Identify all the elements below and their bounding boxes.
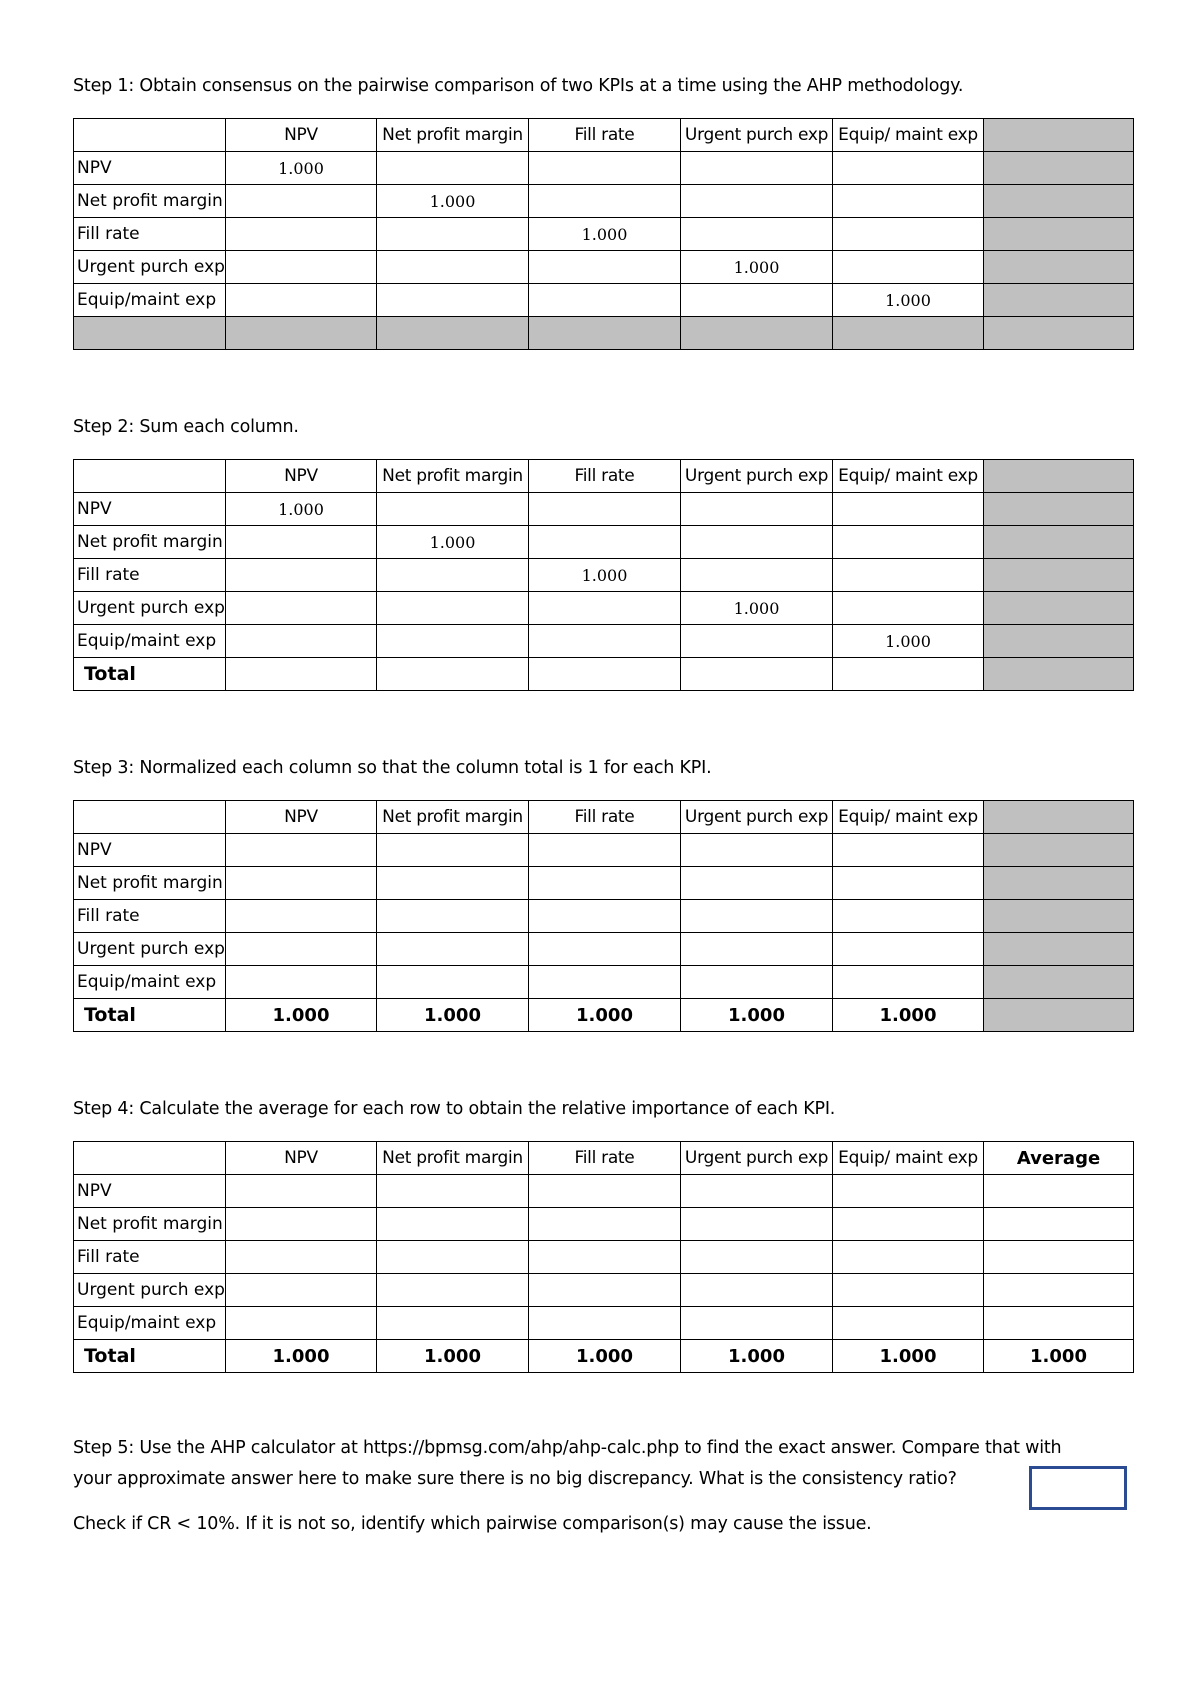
shaded-row [74, 317, 1134, 350]
input-cell[interactable] [529, 526, 681, 559]
input-cell[interactable] [833, 592, 984, 625]
input-cell[interactable] [681, 493, 833, 526]
diagonal-cell: 1.000 [377, 526, 529, 559]
input-cell[interactable] [226, 834, 377, 867]
input-cell[interactable] [529, 592, 681, 625]
consistency-ratio-input[interactable] [1029, 1466, 1127, 1510]
input-cell[interactable] [529, 1241, 681, 1274]
col-header: Urgent purch exp [681, 1142, 833, 1175]
average-cell[interactable] [984, 1175, 1134, 1208]
shaded-cell [984, 119, 1134, 152]
row-label: Urgent purch exp [74, 1274, 226, 1307]
row-label: Net profit margin [74, 1208, 226, 1241]
input-cell[interactable] [377, 658, 529, 691]
step5-text-line1: Step 5: Use the AHP calculator at https://bpmsg.com/ahp/ahp-calc.php to find the exact answer. Compare that with [73, 1438, 1062, 1458]
row-label: Equip/maint exp [74, 1307, 226, 1340]
col-header: NPV [226, 801, 377, 834]
input-cell[interactable] [681, 966, 833, 999]
input-cell[interactable] [681, 1241, 833, 1274]
table-row [74, 933, 1134, 966]
shaded-cell [984, 867, 1134, 900]
average-cell[interactable] [984, 1208, 1134, 1241]
input-cell[interactable] [529, 900, 681, 933]
input-cell[interactable] [377, 933, 529, 966]
input-cell[interactable] [529, 152, 681, 185]
table-row [74, 185, 1134, 218]
input-cell[interactable] [377, 1175, 529, 1208]
input-cell[interactable] [833, 152, 984, 185]
input-cell[interactable] [226, 251, 377, 284]
input-cell[interactable] [377, 592, 529, 625]
diagonal-cell: 1.000 [681, 592, 833, 625]
input-cell[interactable] [681, 867, 833, 900]
total-value: 1.000 [681, 1340, 833, 1373]
step1-table [73, 118, 1134, 350]
input-cell[interactable] [833, 1208, 984, 1241]
step1-text: Step 1: Obtain consensus on the pairwise comparison of two KPIs at a time using the AHP methodology. [73, 76, 964, 96]
input-cell[interactable] [226, 1307, 377, 1340]
corner-cell [74, 801, 226, 834]
col-header: Equip/ maint exp [833, 1142, 984, 1175]
table-row [74, 900, 1134, 933]
total-label: Total [74, 658, 226, 691]
shaded-cell [984, 251, 1134, 284]
col-header: NPV [226, 460, 377, 493]
table-row [74, 625, 1134, 658]
shaded-cell [984, 317, 1134, 350]
shaded-cell [984, 284, 1134, 317]
row-label: NPV [74, 152, 226, 185]
total-value: 1.000 [377, 999, 529, 1032]
row-label: Fill rate [74, 1241, 226, 1274]
shaded-cell [74, 317, 226, 350]
total-row [74, 1340, 1134, 1373]
input-cell[interactable] [529, 867, 681, 900]
input-cell[interactable] [377, 834, 529, 867]
corner-cell [74, 1142, 226, 1175]
input-cell[interactable] [681, 1208, 833, 1241]
input-cell[interactable] [833, 526, 984, 559]
col-header: Urgent purch exp [681, 460, 833, 493]
input-cell[interactable] [681, 1307, 833, 1340]
shaded-cell [984, 966, 1134, 999]
diagonal-cell: 1.000 [833, 625, 984, 658]
shaded-cell [984, 834, 1134, 867]
step2-table [73, 459, 1134, 691]
input-cell[interactable] [833, 1307, 984, 1340]
input-cell[interactable] [529, 493, 681, 526]
total-label: Total [74, 999, 226, 1032]
average-cell[interactable] [984, 1241, 1134, 1274]
col-header: Equip/ maint exp [833, 460, 984, 493]
input-cell[interactable] [833, 658, 984, 691]
shaded-cell [984, 658, 1134, 691]
input-cell[interactable] [833, 218, 984, 251]
col-header: Net profit margin [377, 460, 529, 493]
input-cell[interactable] [529, 251, 681, 284]
col-header: Urgent purch exp [681, 119, 833, 152]
diagonal-cell: 1.000 [529, 559, 681, 592]
input-cell[interactable] [377, 284, 529, 317]
table-row [74, 1208, 1134, 1241]
input-cell[interactable] [377, 152, 529, 185]
step5-text-line3: Check if CR < 10%. If it is not so, identify which pairwise comparison(s) may cause the issue. [73, 1514, 872, 1534]
input-cell[interactable] [529, 1274, 681, 1307]
input-cell[interactable] [226, 592, 377, 625]
shaded-cell [984, 592, 1134, 625]
table-row [74, 493, 1134, 526]
input-cell[interactable] [529, 625, 681, 658]
row-label: NPV [74, 1175, 226, 1208]
input-cell[interactable] [833, 900, 984, 933]
input-cell[interactable] [226, 625, 377, 658]
table-row [74, 1241, 1134, 1274]
diagonal-cell: 1.000 [377, 185, 529, 218]
total-row [74, 999, 1134, 1032]
col-header: NPV [226, 119, 377, 152]
input-cell[interactable] [833, 933, 984, 966]
total-value: 1.000 [833, 1340, 984, 1373]
table-row [74, 251, 1134, 284]
table-row [74, 218, 1134, 251]
input-cell[interactable] [377, 966, 529, 999]
input-cell[interactable] [681, 625, 833, 658]
input-cell[interactable] [681, 900, 833, 933]
input-cell[interactable] [529, 658, 681, 691]
row-label: Equip/maint exp [74, 284, 226, 317]
diagonal-cell: 1.000 [833, 284, 984, 317]
table-header-row [74, 119, 1134, 152]
row-label: Equip/maint exp [74, 625, 226, 658]
input-cell[interactable] [681, 152, 833, 185]
col-header: Fill rate [529, 460, 681, 493]
input-cell[interactable] [226, 1274, 377, 1307]
shaded-cell [984, 185, 1134, 218]
shaded-cell [833, 317, 984, 350]
total-value: 1.000 [377, 1340, 529, 1373]
table-row [74, 1175, 1134, 1208]
input-cell[interactable] [529, 1175, 681, 1208]
input-cell[interactable] [226, 900, 377, 933]
total-value: 1.000 [833, 999, 984, 1032]
table-row [74, 1307, 1134, 1340]
shaded-cell [226, 317, 377, 350]
row-label: Net profit margin [74, 185, 226, 218]
input-cell[interactable] [681, 834, 833, 867]
average-cell[interactable] [984, 1274, 1134, 1307]
input-cell[interactable] [681, 933, 833, 966]
row-label: Equip/maint exp [74, 966, 226, 999]
average-cell[interactable] [984, 1307, 1134, 1340]
input-cell[interactable] [377, 251, 529, 284]
row-label: Fill rate [74, 218, 226, 251]
table-header-row [74, 1142, 1134, 1175]
input-cell[interactable] [377, 1307, 529, 1340]
total-value: 1.000 [681, 999, 833, 1032]
shaded-cell [984, 900, 1134, 933]
table-row [74, 152, 1134, 185]
step5-text-line2: your approximate answer here to make sure there is no big discrepancy. What is the consistency ratio? [73, 1469, 957, 1489]
input-cell[interactable] [833, 834, 984, 867]
diagonal-cell: 1.000 [226, 493, 377, 526]
input-cell[interactable] [226, 526, 377, 559]
col-header: Equip/ maint exp [833, 119, 984, 152]
input-cell[interactable] [529, 966, 681, 999]
col-header: Net profit margin [377, 119, 529, 152]
col-header: Net profit margin [377, 801, 529, 834]
input-cell[interactable] [833, 251, 984, 284]
input-cell[interactable] [226, 185, 377, 218]
shaded-cell [984, 999, 1134, 1032]
step3-table [73, 800, 1134, 1032]
input-cell[interactable] [226, 1175, 377, 1208]
step3-text: Step 3: Normalized each column so that the column total is 1 for each KPI. [73, 758, 712, 778]
step4-text: Step 4: Calculate the average for each row to obtain the relative importance of each KPI. [73, 1099, 836, 1119]
table-header-row [74, 460, 1134, 493]
col-header: NPV [226, 1142, 377, 1175]
shaded-cell [984, 801, 1134, 834]
input-cell[interactable] [226, 218, 377, 251]
input-cell[interactable] [226, 658, 377, 691]
shaded-cell [529, 317, 681, 350]
step2-text: Step 2: Sum each column. [73, 417, 299, 437]
shaded-cell [984, 493, 1134, 526]
input-cell[interactable] [529, 933, 681, 966]
input-cell[interactable] [681, 559, 833, 592]
input-cell[interactable] [529, 185, 681, 218]
table-row [74, 284, 1134, 317]
input-cell[interactable] [377, 625, 529, 658]
col-header: Urgent purch exp [681, 801, 833, 834]
table-row [74, 559, 1134, 592]
row-label: Net profit margin [74, 867, 226, 900]
input-cell[interactable] [833, 493, 984, 526]
input-cell[interactable] [377, 493, 529, 526]
input-cell[interactable] [377, 867, 529, 900]
diagonal-cell: 1.000 [681, 251, 833, 284]
corner-cell [74, 460, 226, 493]
input-cell[interactable] [226, 867, 377, 900]
input-cell[interactable] [377, 1274, 529, 1307]
shaded-cell [681, 317, 833, 350]
input-cell[interactable] [833, 1175, 984, 1208]
row-label: NPV [74, 493, 226, 526]
input-cell[interactable] [377, 559, 529, 592]
shaded-cell [984, 933, 1134, 966]
input-cell[interactable] [833, 867, 984, 900]
input-cell[interactable] [681, 658, 833, 691]
shaded-cell [984, 152, 1134, 185]
total-value: 1.000 [984, 1340, 1134, 1373]
shaded-cell [984, 526, 1134, 559]
table-row [74, 834, 1134, 867]
input-cell[interactable] [529, 284, 681, 317]
col-header: Fill rate [529, 1142, 681, 1175]
diagonal-cell: 1.000 [226, 152, 377, 185]
table-row [74, 966, 1134, 999]
corner-cell [74, 119, 226, 152]
col-header: Fill rate [529, 119, 681, 152]
input-cell[interactable] [226, 966, 377, 999]
input-cell[interactable] [226, 933, 377, 966]
shaded-cell [984, 460, 1134, 493]
step4-table [73, 1141, 1134, 1373]
total-label: Total [74, 1340, 226, 1373]
input-cell[interactable] [529, 1208, 681, 1241]
total-value: 1.000 [529, 999, 681, 1032]
row-label: Urgent purch exp [74, 592, 226, 625]
input-cell[interactable] [681, 1175, 833, 1208]
input-cell[interactable] [377, 218, 529, 251]
input-cell[interactable] [226, 1208, 377, 1241]
shaded-cell [984, 218, 1134, 251]
input-cell[interactable] [529, 1307, 681, 1340]
shaded-cell [984, 625, 1134, 658]
shaded-cell [984, 559, 1134, 592]
input-cell[interactable] [226, 559, 377, 592]
row-label: NPV [74, 834, 226, 867]
input-cell[interactable] [681, 185, 833, 218]
input-cell[interactable] [681, 218, 833, 251]
table-row [74, 592, 1134, 625]
input-cell[interactable] [377, 1241, 529, 1274]
input-cell[interactable] [833, 559, 984, 592]
total-row [74, 658, 1134, 691]
input-cell[interactable] [681, 1274, 833, 1307]
col-header: Fill rate [529, 801, 681, 834]
shaded-cell [377, 317, 529, 350]
input-cell[interactable] [226, 284, 377, 317]
input-cell[interactable] [833, 1274, 984, 1307]
row-label: Fill rate [74, 900, 226, 933]
input-cell[interactable] [377, 900, 529, 933]
row-label: Urgent purch exp [74, 933, 226, 966]
row-label: Net profit margin [74, 526, 226, 559]
table-row [74, 1274, 1134, 1307]
table-row [74, 526, 1134, 559]
table-row [74, 867, 1134, 900]
total-value: 1.000 [226, 999, 377, 1032]
col-header: Equip/ maint exp [833, 801, 984, 834]
input-cell[interactable] [226, 1241, 377, 1274]
table-header-row [74, 801, 1134, 834]
input-cell[interactable] [681, 284, 833, 317]
col-header: Net profit margin [377, 1142, 529, 1175]
average-header: Average [984, 1142, 1134, 1175]
total-value: 1.000 [226, 1340, 377, 1373]
input-cell[interactable] [833, 1241, 984, 1274]
row-label: Fill rate [74, 559, 226, 592]
input-cell[interactable] [833, 185, 984, 218]
row-label: Urgent purch exp [74, 251, 226, 284]
input-cell[interactable] [681, 526, 833, 559]
total-value: 1.000 [529, 1340, 681, 1373]
diagonal-cell: 1.000 [529, 218, 681, 251]
input-cell[interactable] [833, 966, 984, 999]
input-cell[interactable] [529, 834, 681, 867]
input-cell[interactable] [377, 1208, 529, 1241]
